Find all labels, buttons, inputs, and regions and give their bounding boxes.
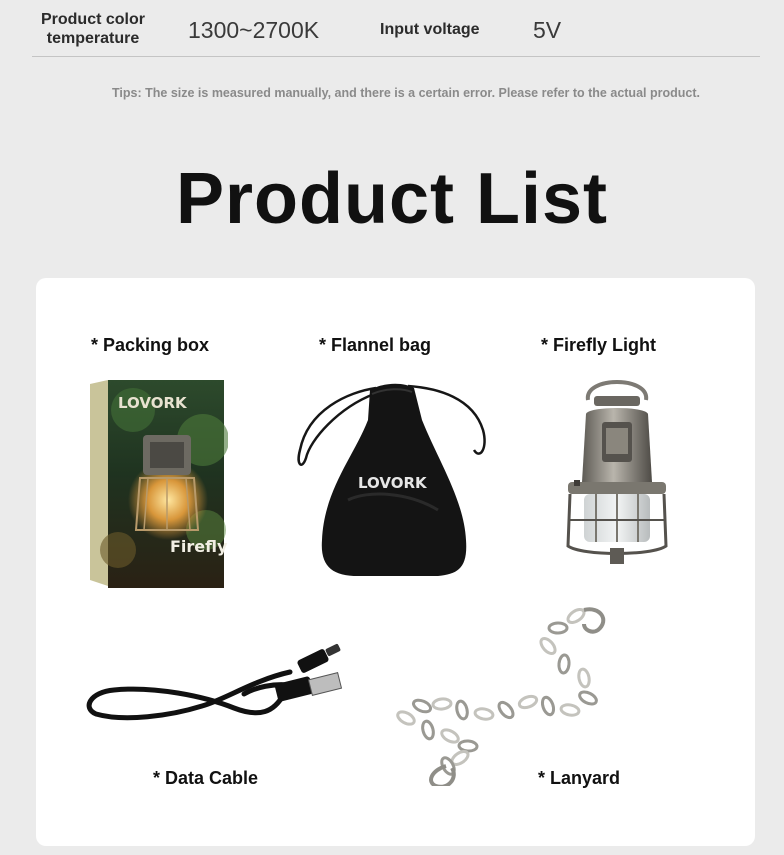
item-label-flannel-bag: * Flannel bag <box>319 335 432 355</box>
box-product-text: Firefly <box>170 537 228 556</box>
chain-link <box>560 703 579 716</box>
chain-link <box>455 700 469 720</box>
chain-link <box>558 655 570 674</box>
spec-value-input-voltage: 5V <box>533 17 562 43</box>
spec-label-input-voltage: Input voltage <box>380 21 480 38</box>
chain-link <box>540 696 555 716</box>
spec-divider <box>32 56 760 57</box>
spec-row <box>0 0 784 58</box>
usb-cable-icon <box>84 642 354 732</box>
item-label-firefly-light: * Firefly Light <box>541 335 657 355</box>
item-label-packing-box: * Packing box <box>91 335 210 355</box>
product-list-card <box>36 278 755 846</box>
chain-link <box>496 700 515 720</box>
top-clasp <box>584 609 603 631</box>
page-title: Product List <box>175 159 608 239</box>
lantern-icon <box>562 370 672 580</box>
bag-logo-text: LOVORK <box>358 474 427 492</box>
chain-link <box>412 698 432 714</box>
box-logo-text: LOVORK <box>118 394 187 412</box>
packing-box-icon <box>88 380 228 592</box>
flannel-bag-icon <box>288 380 498 580</box>
chain-link <box>518 694 538 710</box>
chain-link <box>396 709 417 726</box>
chain-link <box>421 720 435 740</box>
chain-link <box>577 668 590 688</box>
chain-link <box>474 707 493 720</box>
chain-link <box>538 636 557 656</box>
spec-label-line2: temperature <box>46 30 140 47</box>
chain-link <box>578 690 599 707</box>
spec-label-color-temperature <box>36 10 150 48</box>
spec-label-line1: Product color <box>40 11 145 28</box>
chain-link <box>566 607 587 625</box>
item-label-lanyard: * Lanyard <box>538 768 621 788</box>
bottom-clasp <box>431 766 454 786</box>
item-label-data-cable: * Data Cable <box>153 768 259 788</box>
chain-link <box>433 698 452 710</box>
chain-lanyard-icon <box>388 606 628 786</box>
chain-link <box>549 623 567 633</box>
chain-link <box>440 727 461 744</box>
tips-note: Tips: The size is measured manually, and there is a certain error. Please refer to the actual product. <box>112 86 700 100</box>
chain-link <box>459 740 478 751</box>
spec-value-color-temperature: 1300~2700K <box>188 17 320 43</box>
